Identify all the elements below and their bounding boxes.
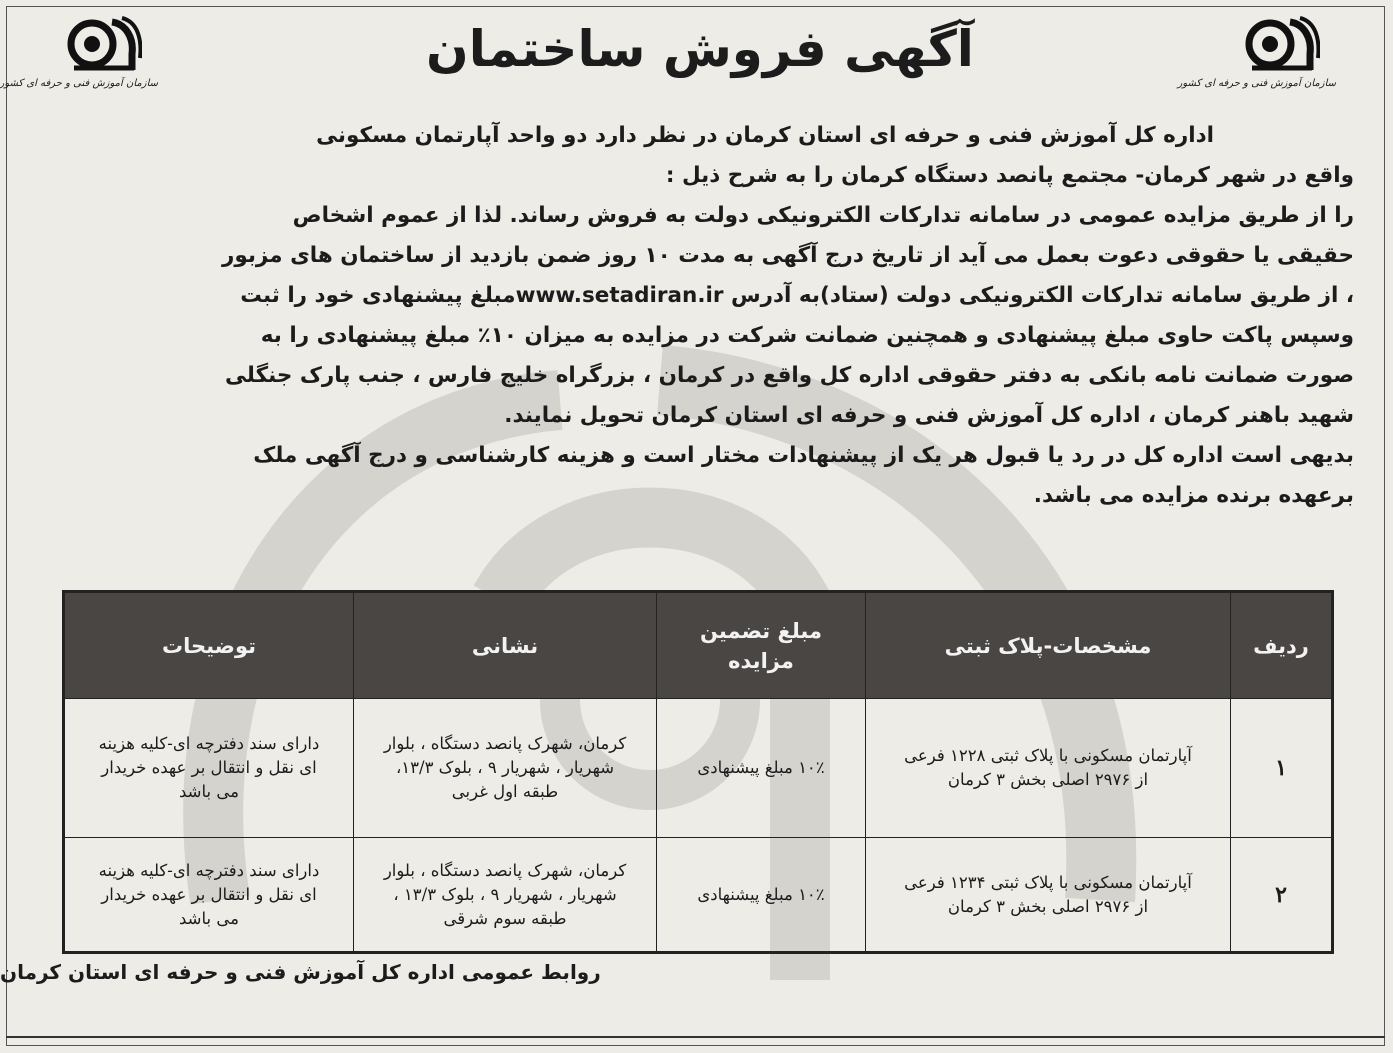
header-spec: مشخصات-پلاک ثبتی xyxy=(866,593,1231,699)
body-line: بدیهی است اداره کل در رد یا قبول هر یک از پیشنهادات مختار است و هزینه کارشناسی و درج آگهی ملک xyxy=(253,443,1354,468)
body-line: اداره کل آموزش فنی و حرفه ای استان کرمان در نظر دارد دو واحد آپارتمان مسکونی xyxy=(316,123,1214,148)
header-radif: ردیف xyxy=(1231,593,1332,699)
row-amount: ۱۰٪ مبلغ پیشنهادی xyxy=(657,838,866,952)
row-notes xyxy=(65,838,354,952)
body-line: حقیقی یا حقوقی دعوت بعمل می آید از تاریخ درج آگهی به مدت ۱۰ روز ضمن بازدید از ساختمان های مزبور xyxy=(222,243,1354,268)
body-line: صورت ضمانت نامه بانکی به دفتر حقوقی اداره کل واقع در کرمان ، بزرگراه خلیج فارس ، جنب پارک جنگلی xyxy=(225,363,1354,388)
body-line: برعهده برنده مزایده می باشد. xyxy=(1033,483,1354,508)
row-number: ۱ xyxy=(1231,699,1332,838)
row-notes xyxy=(65,699,354,838)
row-address xyxy=(354,838,657,952)
header-notes: توضیحات xyxy=(65,593,354,699)
row-address xyxy=(354,699,657,838)
footer-signature: روابط عمومی اداره کل آموزش فنی و حرفه ای استان کرمان xyxy=(0,960,601,984)
row-spec xyxy=(866,838,1231,952)
organization-logo-left xyxy=(0,14,158,114)
bottom-rule xyxy=(6,1036,1385,1038)
tvto-logo-icon xyxy=(64,14,142,76)
body-line: شهید باهنر کرمان ، اداره کل آموزش فنی و حرفه ای استان کرمان تحویل نمایند. xyxy=(504,403,1354,428)
row-address-text: کرمان، شهرک پانصد دستگاه ، بلوار شهریار ، شهریار ۹ ، بلوک ۱۳/۳، طبقه اول غربی xyxy=(383,734,627,801)
header-address: نشانی xyxy=(354,593,657,699)
row-number: ۲ xyxy=(1231,838,1332,952)
logo-caption-left: سازمان آموزش فنی و حرفه ای کشور xyxy=(0,78,158,89)
row-amount: ۱۰٪ مبلغ پیشنهادی xyxy=(657,699,866,838)
page-title: آگهی فروش ساختمان xyxy=(426,20,974,78)
body-line: واقع در شهر کرمان- مجتمع پانصد دستگاه کرمان را به شرح ذیل : xyxy=(665,163,1354,188)
property-table xyxy=(62,590,1334,954)
row-notes-text: دارای سند دفترچه ای-کلیه هزینه ای نقل و انتقال بر عهده خریدار می باشد xyxy=(98,860,320,928)
header-amount xyxy=(657,593,866,699)
row-spec-text: آپارتمان مسکونی با پلاک ثبتی ۱۲۳۴ فرعی از ۲۹۷۶ اصلی بخش ۳ کرمان xyxy=(904,872,1192,916)
announcement-body xyxy=(34,116,1354,516)
table-row xyxy=(65,838,1332,952)
table-header-row xyxy=(65,593,1332,699)
table-row xyxy=(65,699,1332,838)
body-line: را از طریق مزایده عمومی در سامانه تدارکات الکترونیکی دولت به فروش رساند. لذا از عموم اشخاص xyxy=(292,203,1354,228)
header-amount-label: مبلغ تضمین مزایده xyxy=(700,618,822,673)
tvto-logo-icon xyxy=(1242,14,1320,76)
organization-logo-right xyxy=(1177,14,1336,114)
logo-caption-right: سازمان آموزش فنی و حرفه ای کشور xyxy=(1177,78,1336,89)
row-spec-text: آپارتمان مسکونی با پلاک ثبتی ۱۲۲۸ فرعی از ۲۹۷۶ اصلی بخش ۳ کرمان xyxy=(904,746,1192,789)
row-notes-text: دارای سند دفترچه ای-کلیه هزینه ای نقل و انتقال بر عهده خریدار می باشد xyxy=(98,734,320,801)
body-line: وسپس پاکت حاوی مبلغ پیشنهادی و همچنین ضمانت شرکت در مزایده به میزان ۱۰٪ مبلغ پیشنهادی را به xyxy=(260,323,1354,348)
row-address-text: کرمان، شهرک پانصد دستگاه ، بلوار شهریار ، شهریار ۹ ، بلوک ۱۳/۳ ، طبقه سوم شرقی xyxy=(383,860,627,928)
body-line: ، از طریق سامانه تدارکات الکترونیکی دولت (ستاد)به آدرس www.setadiran.irمبلغ پیشنهادی خود را ثبت xyxy=(240,283,1354,308)
row-spec xyxy=(866,699,1231,838)
